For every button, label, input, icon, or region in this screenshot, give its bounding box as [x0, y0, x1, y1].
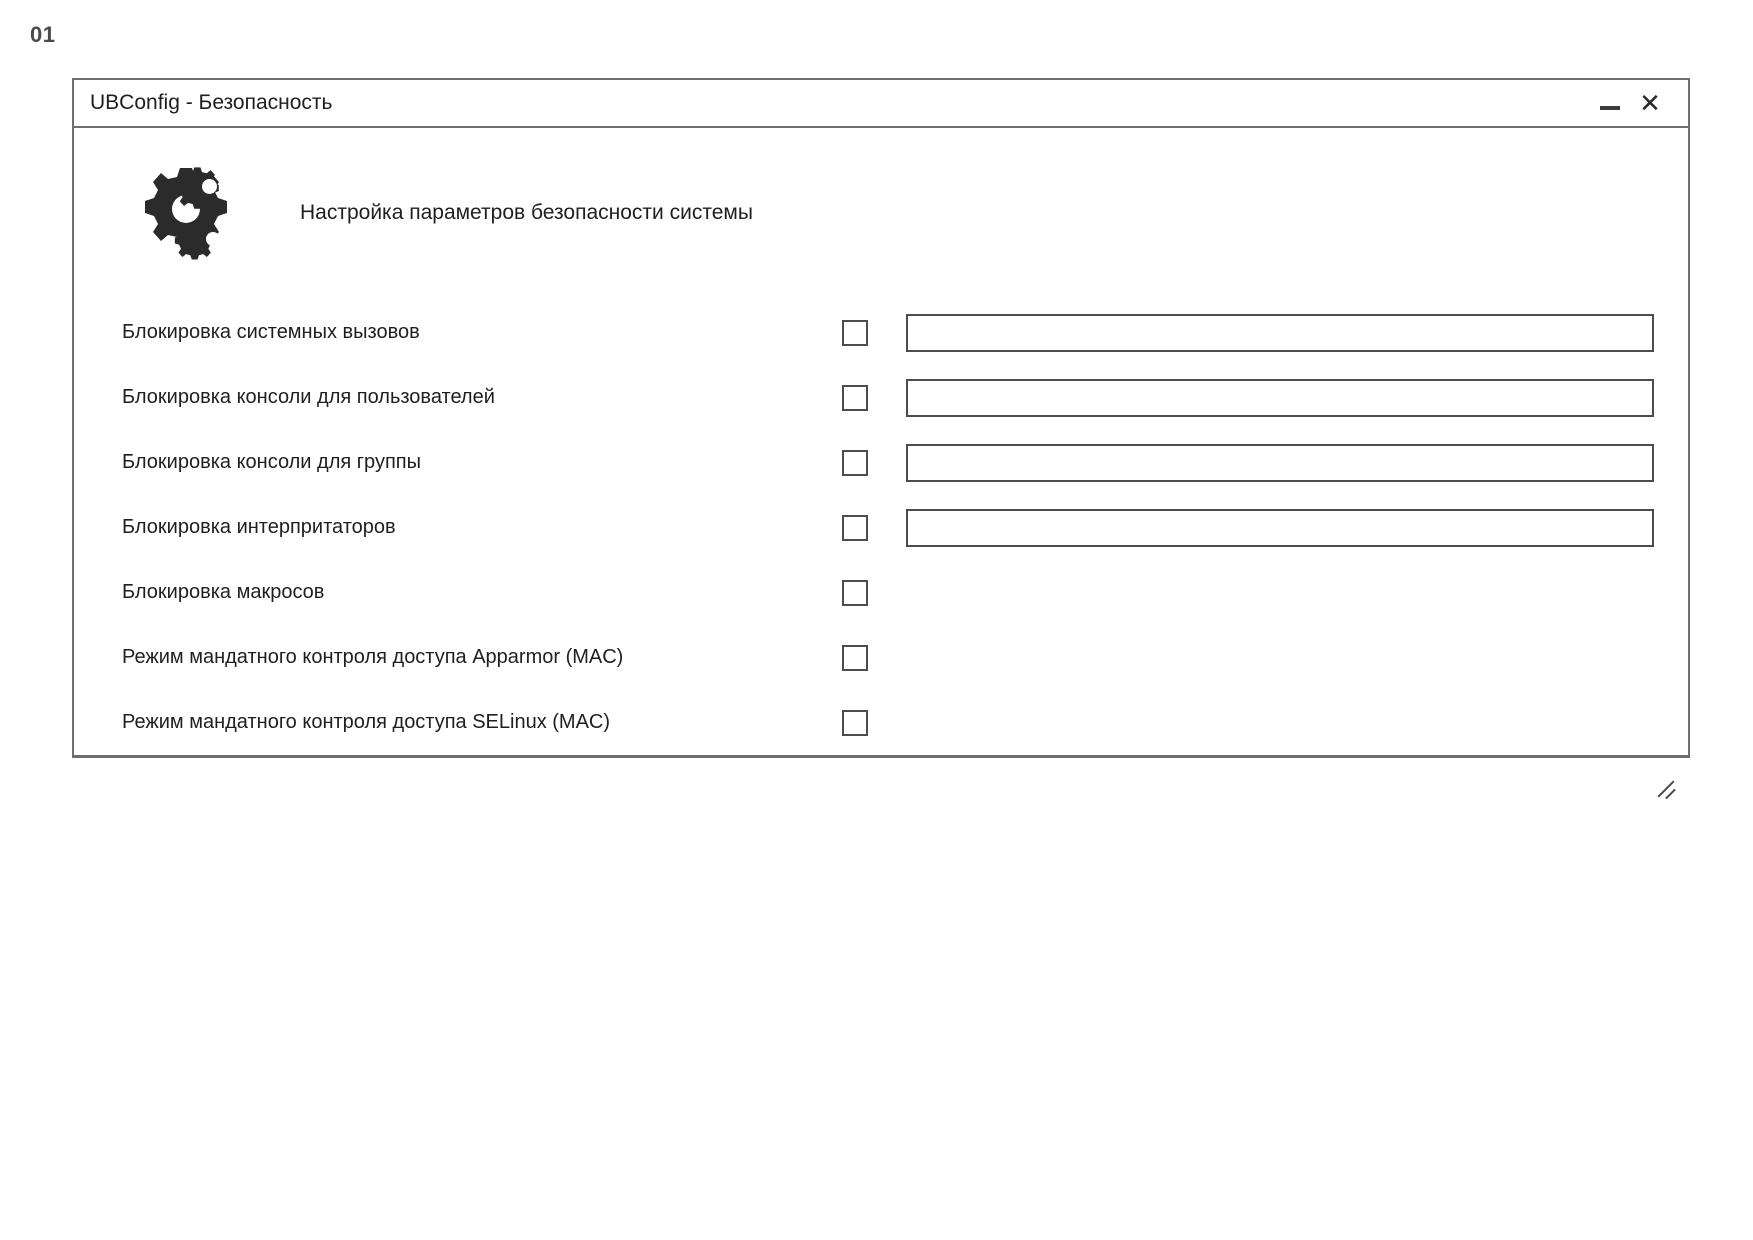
setting-checkbox[interactable] [842, 580, 868, 606]
setting-checkbox[interactable] [842, 320, 868, 346]
row-spacer [906, 639, 1654, 677]
setting-label: Блокировка интерпритаторов [122, 516, 396, 538]
setting-row [122, 625, 1654, 690]
setting-row [122, 495, 1654, 560]
row-spacer [906, 704, 1654, 742]
window-content [74, 128, 1688, 755]
gears-icon [122, 153, 252, 273]
setting-text-input[interactable] [906, 444, 1654, 482]
grip-line [1665, 789, 1676, 800]
setting-checkbox[interactable] [842, 515, 868, 541]
setting-label: Режим мандатного контроля доступа SELinux (MAC) [122, 711, 611, 733]
settings-list [74, 300, 1688, 755]
setting-checkbox[interactable] [842, 385, 868, 411]
setting-checkbox[interactable] [842, 450, 868, 476]
window-statusbar [74, 755, 1688, 803]
setting-row [122, 690, 1654, 755]
minimize-glyph [1600, 106, 1620, 110]
setting-text-input[interactable] [906, 509, 1654, 547]
setting-text-input[interactable] [906, 314, 1654, 352]
header-caption: Настройка параметров безопасности системы [300, 201, 753, 224]
setting-text-input[interactable] [906, 379, 1654, 417]
grip-line [1658, 781, 1675, 798]
close-glyph: ✕ [1639, 88, 1661, 118]
row-spacer [906, 574, 1654, 612]
ubconfig-window [72, 78, 1690, 758]
header-row [74, 128, 1688, 268]
setting-row [122, 365, 1654, 430]
setting-checkbox[interactable] [842, 710, 868, 736]
setting-checkbox[interactable] [842, 645, 868, 671]
window-titlebar [74, 80, 1688, 128]
close-icon[interactable] [1630, 86, 1670, 120]
setting-label: Блокировка консоли для группы [122, 451, 421, 473]
resize-grip-icon[interactable] [1652, 773, 1678, 799]
setting-row [122, 430, 1654, 495]
setting-row [122, 300, 1654, 365]
window-title: UBConfig - Безопасность [90, 91, 333, 114]
setting-label: Блокировка консоли для пользователей [122, 386, 495, 408]
page-number: 01 [30, 22, 56, 47]
setting-label: Блокировка макросов [122, 581, 325, 603]
minimize-icon[interactable] [1590, 86, 1630, 120]
setting-label: Блокировка системных вызовов [122, 321, 420, 343]
setting-label: Режим мандатного контроля доступа Apparmor (MAC) [122, 646, 624, 668]
setting-row [122, 560, 1654, 625]
